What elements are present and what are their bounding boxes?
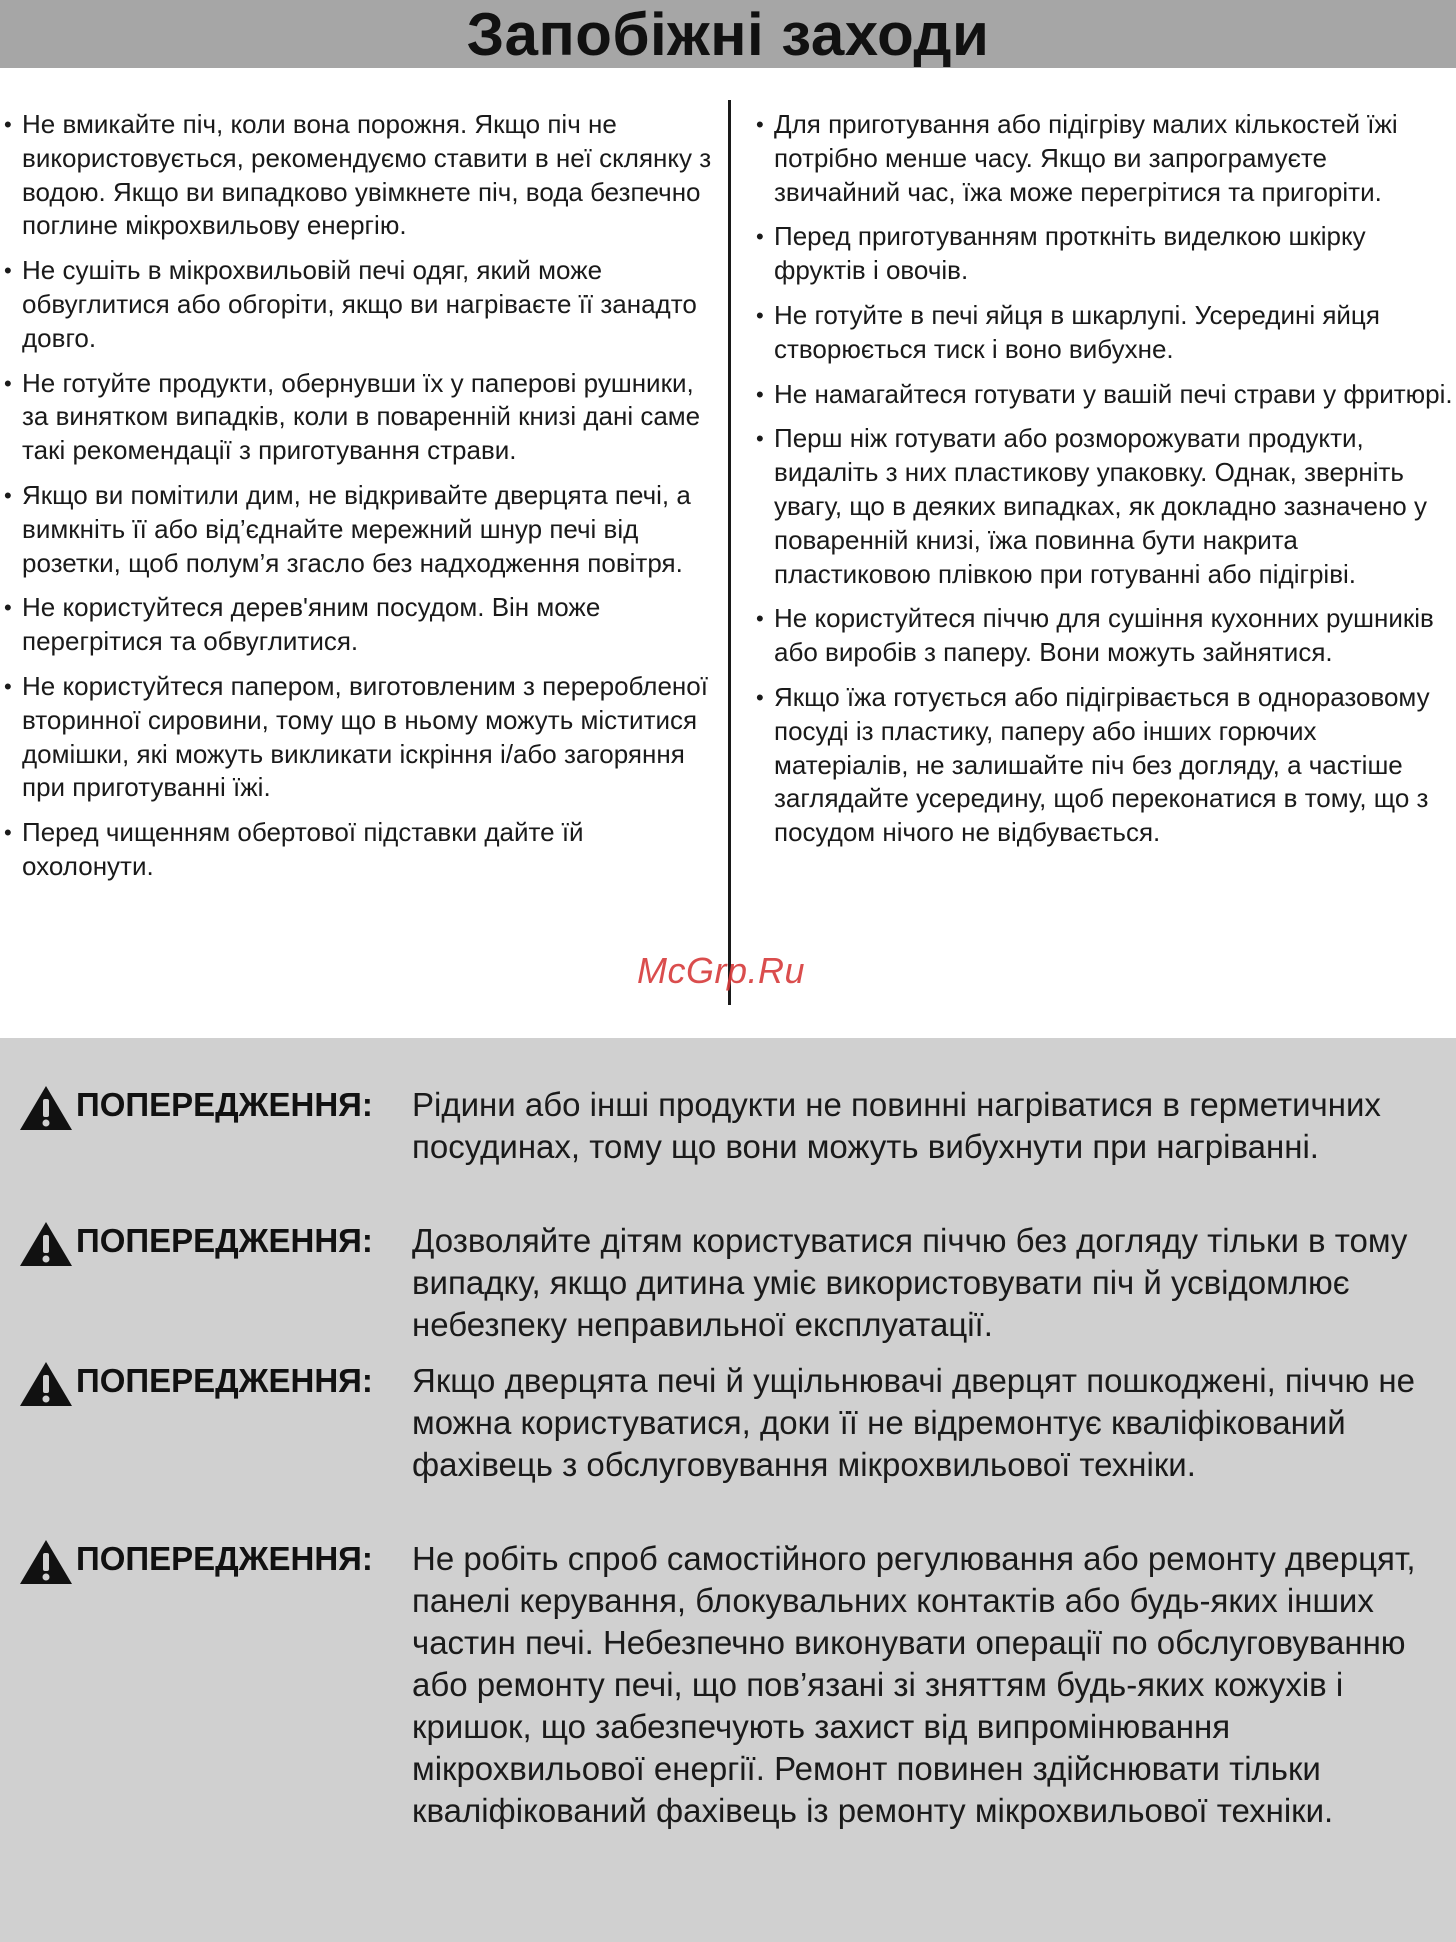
warning-triangle-icon bbox=[18, 1538, 74, 1586]
bullet-icon: • bbox=[4, 482, 12, 508]
warning-text: Якщо дверцята печі й ущільнювачі дверцят пошкоджені, піччю не можна користуватися, доки її не відремонтує кваліфікований фахівець з обслуговування мікрохвильової техніки. bbox=[412, 1362, 1416, 1483]
list-item bbox=[4, 254, 714, 355]
list-item-text: Не користуйтеся дерев'яним посудом. Він може перегрітися та обвуглитися. bbox=[22, 592, 601, 657]
list-item-text: Перш ніж готувати або розморожувати продукти, видаліть з них пластикову упаковку. Однак, зверніть увагу, що в деяких випадках, як докладно зазначено у поваренній книзі, їжа повинна бути накрита пластиковою плівкою при готуванні або підігріві. bbox=[774, 423, 1427, 589]
list-item-text: Перед чищенням обертової підставки дайте їй охолонути. bbox=[22, 817, 584, 881]
list-item bbox=[4, 591, 714, 659]
warning-label: ПОПЕРЕДЖЕННЯ: bbox=[76, 1362, 373, 1399]
list-item bbox=[756, 108, 1456, 209]
page-title: Запобіжні заходи bbox=[466, 0, 990, 68]
list-item-text: Перед приготуванням проткніть виделкою шкірку фруктів і овочів. bbox=[774, 221, 1366, 286]
list-item-text: Не готуйте в печі яйця в шкарлупі. Усередині яйця створюється тиск і воно вибухне. bbox=[774, 299, 1380, 364]
list-item bbox=[756, 299, 1456, 367]
bullet-icon: • bbox=[4, 258, 12, 284]
bullet-icon: • bbox=[4, 820, 12, 846]
warning-triangle-icon bbox=[18, 1360, 74, 1408]
bullet-icon: • bbox=[756, 426, 764, 452]
list-item-text: Не вмикайте піч, коли вона порожня. Якщо піч не використовується, рекомендуємо ставити в неї склянку з водою. Якщо ви випадково увімкнете піч, вода безпечно поглине мікрохвильову енергію. bbox=[22, 109, 712, 241]
list-item bbox=[4, 108, 714, 243]
bullet-icon: • bbox=[4, 370, 12, 396]
bullet-icon: • bbox=[4, 112, 12, 137]
warning-label: ПОПЕРЕДЖЕННЯ: bbox=[76, 1540, 373, 1577]
list-item-text: Не намагайтеся готувати у вашій печі страви у фритюрі. bbox=[774, 378, 1453, 409]
list-item bbox=[4, 479, 714, 580]
list-item bbox=[756, 681, 1456, 850]
bullet-icon: • bbox=[756, 224, 764, 250]
bullet-icon: • bbox=[4, 595, 12, 621]
list-item-text: Не готуйте продукти, обернувши їх у паперові рушники, за винятком випадків, коли в поваренній книзі дані саме такі рекомендації з приготування страви. bbox=[22, 367, 701, 466]
warning-text: Рідини або інші продукти не повинні нагріватися в герметичних посудинах, тому що вони можуть вибухнути при нагріванні. bbox=[412, 1086, 1381, 1165]
warning-text: Не робіть спроб самостійного регулювання або ремонту дверцят, панелі керування, блокувальних контактів або будь-яких інших частин печі. Небезпечно виконувати операції по обслуговуванню або ремонту печі, що пов’язані зі зняттям будь-яких кожухів і кришок, що забезпечують захист від випромінювання мікрохвильової енергії. Ремонт повинен здійснювати тільки кваліфікований фахівець із ремонту мікрохвильової техніки. bbox=[412, 1540, 1416, 1829]
right-precautions-list bbox=[756, 108, 1456, 861]
list-item bbox=[756, 602, 1456, 670]
list-item-text: Не сушіть в мікрохвильовій печі одяг, який може обвуглитися або обгоріти, якщо ви нагріваєте її занадто довго. bbox=[22, 255, 697, 353]
list-item-text: Не користуйтеся папером, виготовленим з переробленої вторинної сировини, тому що в ньому можуть міститися домішки, які можуть викликати іскріння і/або загоряння при приготуванні їжі. bbox=[22, 670, 708, 803]
bullet-icon: • bbox=[756, 302, 764, 328]
list-item-text: Якщо ви помітили дим, не відкривайте дверцята печі, а вимкніть її або від’єднайте мережний шнур печі від розетки, щоб полум’я згасло без надходження повітря. bbox=[22, 479, 691, 578]
watermark: McGrp.Ru bbox=[637, 950, 806, 991]
warning-triangle-icon bbox=[18, 1220, 74, 1268]
column-divider bbox=[728, 100, 731, 1005]
bullet-icon: • bbox=[4, 673, 12, 699]
warning-label: ПОПЕРЕДЖЕННЯ: bbox=[76, 1222, 373, 1259]
list-item-text: Не користуйтеся піччю для сушіння кухонних рушників або виробів з паперу. Вони можуть зайнятися. bbox=[774, 603, 1434, 668]
bullet-icon: • bbox=[756, 112, 764, 137]
list-item bbox=[756, 378, 1456, 412]
bullet-icon: • bbox=[756, 606, 764, 632]
list-item bbox=[4, 816, 714, 884]
left-precautions-list bbox=[4, 108, 714, 895]
list-item-text: Якщо їжа готується або підігрівається в одноразовому посуді із пластику, паперу або інших горючих матеріалів, не залишайте піч без догляду, а частіше заглядайте усередину, щоб переконатися в тому, що з посудом нічого не відбувається. bbox=[774, 681, 1430, 848]
page-header bbox=[0, 0, 1456, 68]
warning-text: Дозволяйте дітям користуватися піччю без догляду тільки в тому випадку, якщо дитина уміє використовувати піч й усвідомлює небезпеку неправильної експлуатації. bbox=[412, 1222, 1408, 1343]
warnings-panel bbox=[0, 1038, 1456, 1942]
warning-triangle-icon bbox=[18, 1084, 74, 1132]
list-item bbox=[756, 220, 1456, 288]
list-item-text: Для приготування або підігріву малих кількостей їжі потрібно менше часу. Якщо ви запрограмуєте звичайний час, їжа може перегрітися та пригоріти. bbox=[774, 109, 1398, 207]
list-item bbox=[4, 670, 714, 805]
bullet-icon: • bbox=[756, 381, 764, 407]
warning-label: ПОПЕРЕДЖЕННЯ: bbox=[76, 1086, 373, 1123]
bullet-icon: • bbox=[756, 684, 764, 710]
list-item bbox=[756, 422, 1456, 591]
list-item bbox=[4, 367, 714, 468]
